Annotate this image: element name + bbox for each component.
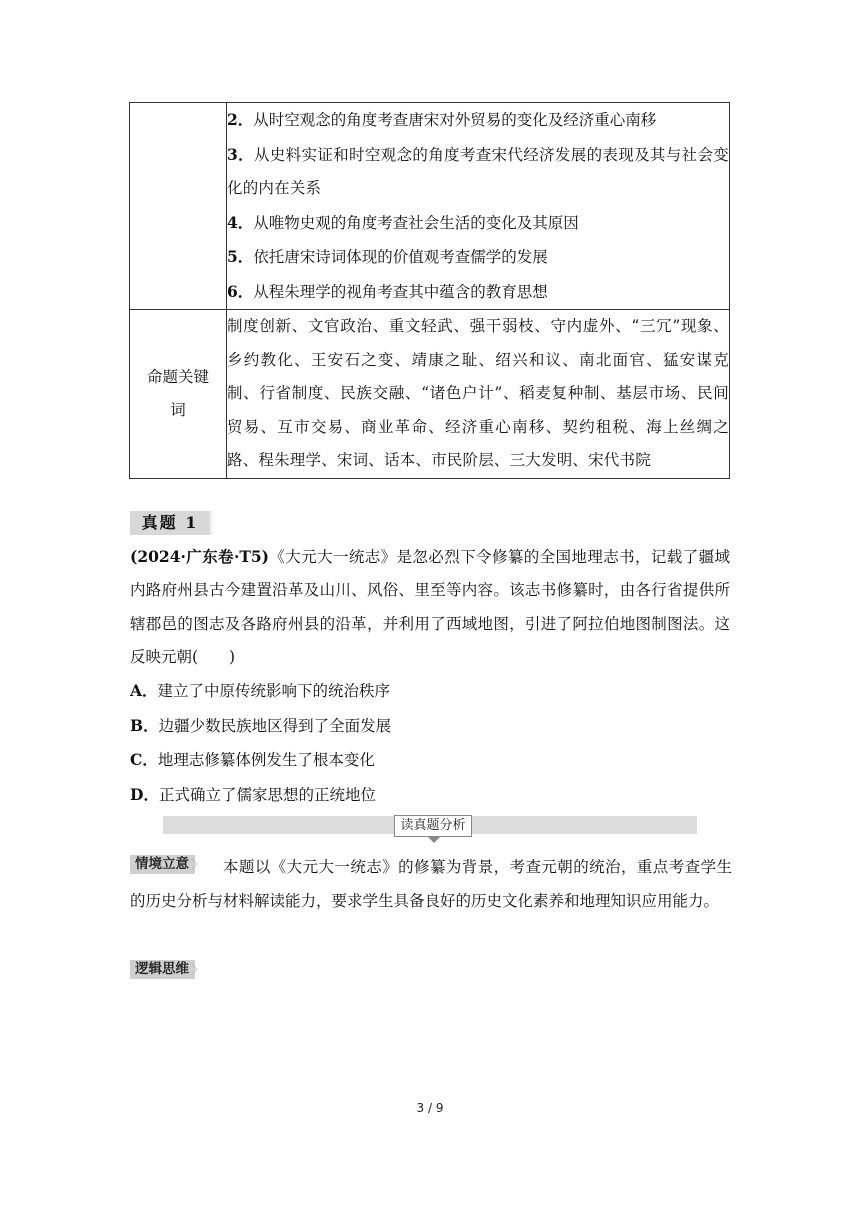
table-row bbox=[130, 310, 730, 479]
empty-label-cell bbox=[130, 103, 227, 310]
keywords-label: 命题关键词 bbox=[130, 310, 227, 479]
outline-item: 2．从时空观念的角度考查唐宋对外贸易的变化及经济重心南移 bbox=[227, 110, 657, 129]
outline-item: 3．从史料实证和时空观念的角度考查宋代经济发展的表现及其与社会变化的内在关系 bbox=[227, 144, 729, 197]
page-number: 3 / 9 bbox=[416, 1101, 444, 1115]
chevron-right-icon: 〉 bbox=[190, 858, 204, 873]
table-row bbox=[130, 103, 730, 310]
keywords-cell bbox=[227, 310, 730, 479]
keywords-text: 制度创新、文官政治、重文轻武、强干弱枝、守内虚外、“三冗”现象、乡约教化、王安石之变、靖康之耻、绍兴和议、南北面官、猛安谋克制、行省制度、民族交融、“诸色户计”、稻麦复种制、基层市场、民间贸易、互市交易、商业革命、经济重心南移、契约租税、海上丝绸之路、程朱理学、宋词、话本、市民阶层、三大发明、宋代书院 bbox=[227, 317, 729, 469]
question-badge: 真题 1 bbox=[130, 511, 210, 535]
exam-outline-table bbox=[129, 102, 730, 479]
logic-tag: 逻辑思维 〉 bbox=[130, 960, 195, 979]
option-b: B．边疆少数民族地区得到了全面发展 bbox=[130, 715, 392, 735]
divider-label: 读真题分析 bbox=[394, 815, 472, 837]
context-text: 本题以《大元大一统志》的修纂为背景，考查元朝的统治，重点考查学生的历史分析与材料解读能力，要求学生具备良好的历史文化素养和地理知识应用能力。 bbox=[130, 858, 732, 910]
option-a: A．建立了中原传统影响下的统治秩序 bbox=[130, 681, 391, 700]
answer-options bbox=[130, 674, 730, 812]
outline-item: 5．依托唐宋诗词体现的价值观考查儒学的发展 bbox=[227, 247, 548, 266]
question-text: 《大元大一统志》是忽必烈下令修纂的全国地理志书，记载了疆域内路府州县古今建置沿革及山川、风俗、里至等内容。该志书修纂时，由各行省提供所辖郡邑的图志及各路府州县的沿革，并利用了西域地图，引进了阿拉伯地图制图法。这反映元朝( ) bbox=[130, 548, 730, 666]
outline-item: 4．从唯物史观的角度考查社会生活的变化及其原因 bbox=[227, 212, 579, 232]
outline-item: 6．从程朱理学的视角考查其中蕴含的教育思想 bbox=[227, 281, 548, 301]
question-source: (2024·广东卷·T5) bbox=[130, 547, 270, 566]
context-tag: 情境立意 〉 bbox=[130, 855, 195, 874]
option-c: C．地理志修纂体例发生了根本变化 bbox=[130, 750, 375, 769]
option-d: D．正式确立了儒家思想的正统地位 bbox=[130, 784, 376, 804]
question-stem bbox=[130, 540, 730, 674]
chevron-right-icon: 〉 bbox=[190, 963, 204, 978]
outline-items-cell bbox=[227, 103, 730, 310]
